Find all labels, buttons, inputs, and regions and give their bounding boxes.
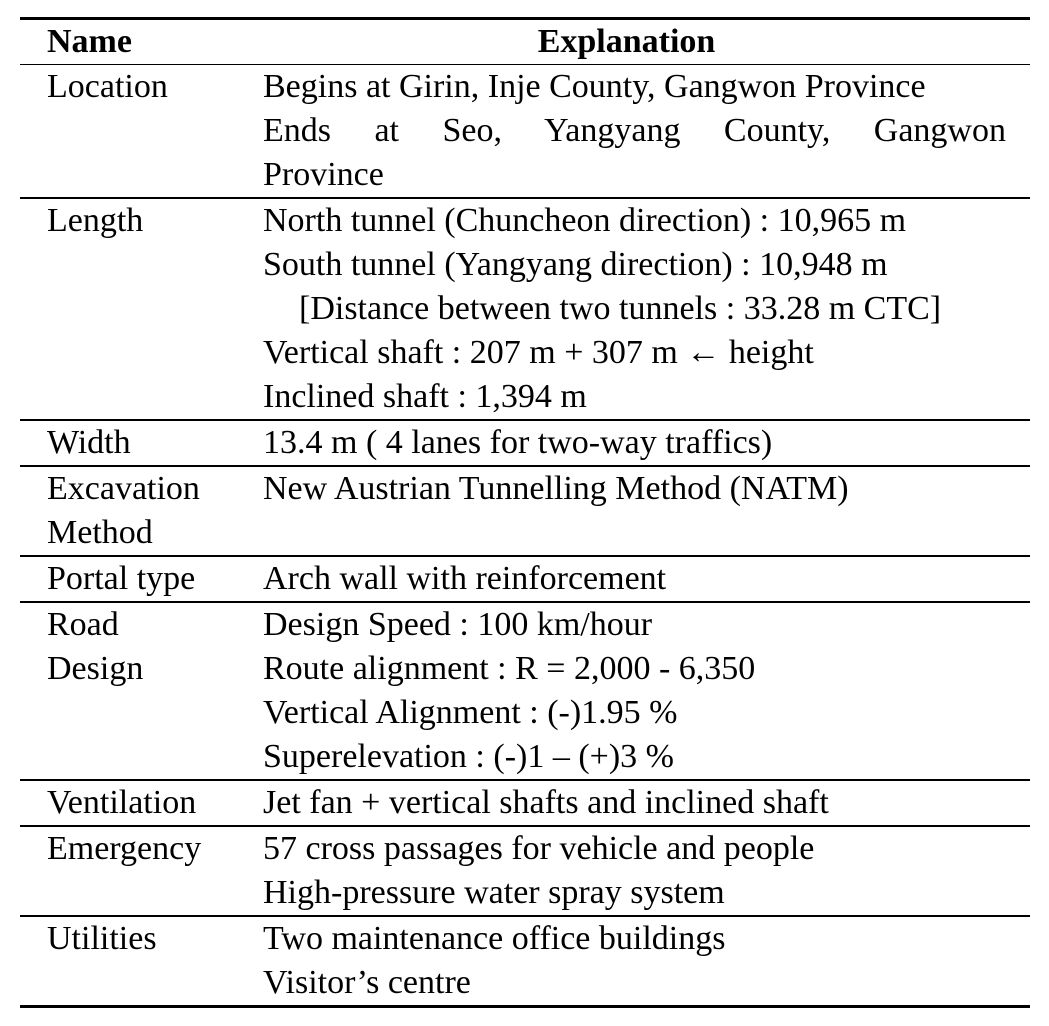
explanation-line: 57 cross passages for vehicle and people (263, 830, 815, 867)
row-explanation (263, 603, 1030, 779)
row-name-line: Length (47, 202, 144, 239)
row-explanation (263, 917, 1030, 1005)
specification-table (20, 17, 1030, 1008)
row-explanation (263, 827, 1030, 915)
row-explanation (263, 421, 1030, 465)
row-explanation (263, 781, 1030, 825)
explanation-line: 13.4 m ( 4 lanes for two-way traffics) (263, 424, 773, 461)
explanation-line: Two maintenance office buildings (263, 920, 726, 957)
row-name-line: Emergency (47, 830, 202, 867)
row-name (20, 557, 263, 601)
table-row (20, 601, 1030, 779)
explanation-line: [Distance between two tunnels : 33.28 m CTC] (299, 290, 942, 327)
explanation-line: Design Speed : 100 km/hour (263, 606, 653, 643)
explanation-line: North tunnel (Chuncheon direction) : 10,965 m (263, 202, 907, 239)
row-name (20, 917, 263, 1005)
header-name: Name (47, 23, 132, 60)
row-name (20, 65, 263, 197)
explanation-line: Arch wall with reinforcement (263, 560, 667, 597)
row-explanation (263, 557, 1030, 601)
explanation-line: Superelevation : (-)1 – (+)3 % (263, 738, 674, 775)
row-explanation (263, 199, 1030, 419)
explanation-line: Vertical shaft : 207 m + 307 m ← height (263, 334, 814, 371)
table-row (20, 825, 1030, 915)
explanation-line: Begins at Girin, Inje County, Gangwon Province (263, 68, 926, 105)
explanation-line: Ends at Seo, Yangyang County, Gangwon (263, 112, 1006, 149)
explanation-line: Province (263, 156, 384, 193)
table-row (20, 65, 1030, 197)
table-header-row (20, 20, 1030, 65)
row-name (20, 199, 263, 419)
row-explanation (263, 65, 1030, 197)
row-name-line: Excavation (47, 470, 200, 507)
row-name (20, 781, 263, 825)
explanation-line: Inclined shaft : 1,394 m (263, 378, 587, 415)
explanation-line: South tunnel (Yangyang direction) : 10,948 m (263, 246, 888, 283)
row-name-line: Ventilation (47, 784, 197, 821)
explanation-line: Route alignment : R = 2,000 - 6,350 (263, 650, 756, 687)
row-name-line: Method (47, 514, 153, 551)
row-name-line: Utilities (47, 920, 157, 957)
row-name (20, 421, 263, 465)
header-explanation: Explanation (537, 23, 716, 60)
table-row (20, 419, 1030, 465)
row-name-line: Width (47, 424, 131, 461)
explanation-line: Visitor’s centre (263, 964, 471, 1001)
table-row (20, 197, 1030, 419)
table-row (20, 915, 1030, 1005)
table-row (20, 465, 1030, 555)
row-name-line: Design (47, 650, 144, 687)
explanation-line: Jet fan + vertical shafts and inclined shaft (263, 784, 829, 821)
table-row (20, 555, 1030, 601)
row-name-line: Portal type (47, 560, 196, 597)
row-name (20, 603, 263, 779)
row-explanation (263, 467, 1030, 555)
explanation-line: New Austrian Tunnelling Method (NATM) (263, 470, 849, 507)
row-name-line: Road (47, 606, 119, 643)
row-name-line: Location (47, 68, 168, 105)
explanation-line: Vertical Alignment : (-)1.95 % (263, 694, 678, 731)
explanation-line: High-pressure water spray system (263, 874, 725, 911)
row-name (20, 827, 263, 915)
table-row (20, 779, 1030, 825)
row-name (20, 467, 263, 555)
